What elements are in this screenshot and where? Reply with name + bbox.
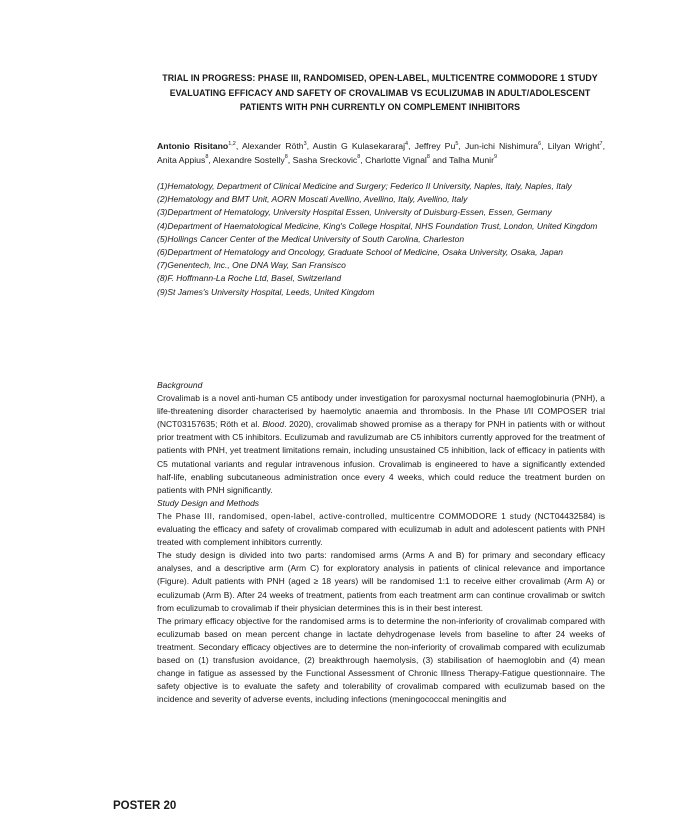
author-name: Charlotte Vignal: [365, 154, 427, 165]
design-heading: Study Design and Methods: [157, 497, 260, 508]
author-affiliation-ref: 5: [455, 140, 459, 147]
author: [547, 140, 606, 151]
author-affiliation-ref: 6: [538, 140, 542, 147]
author-affiliation-ref: 7: [599, 140, 603, 147]
author-name: Austin G Kulasekararaj: [312, 141, 405, 151]
background-journal: Blood: [262, 419, 285, 430]
author-name: Anita Appius: [157, 154, 206, 165]
author-affiliation-ref: 8: [426, 154, 430, 161]
affiliation-item: (2)Hematology and BMT Unit, AORN Moscati Avellino, Avellino, Italy, Avellino, Italy: [157, 194, 468, 205]
background-heading: Background: [157, 380, 203, 390]
author-affiliation-ref: 9: [493, 154, 498, 161]
author: [242, 141, 307, 151]
abstract-body: [157, 379, 605, 706]
author: [415, 141, 459, 151]
background-text-2: . 2020), crovalimab showed promise as a therapy for PNH in patients with or without prior treatment with C5 inhibitors. Eculizumab and ravulizumab are C5 inhibitors currently approved for the treatment of patients with PNH, yet treatment limitations remain, including unsustained C5 inhibition, lack of efficacy in patients with C5 mutational variants and regular intravenous infusion. Crovalimab is engineered to have a significantly extended half-life, enabling subcutaneous administration once every 4 weeks, which could reduce the treatment burden on patients with PNH significantly.: [157, 419, 605, 495]
background-text-1: Crovalimab is a novel anti-human C5 antibody under investigation for paroxysmal nocturnal haemoglobinuria (PNH), a life-threatening disorder characterised by haemolytic anaemia and thrombosis. In the Phase I/II COMPOSER trial (NCT03157635; Röth et al.: [157, 393, 605, 430]
author-affiliation-ref: 8: [357, 154, 361, 161]
author-affiliation-ref: 8: [205, 154, 209, 161]
author-name: Talha Munir: [449, 154, 494, 165]
affiliation-item: (1)Hematology, Department of Clinical Medicine and Surgery; Federico II University, Naples, Italy, Naples, Italy: [157, 181, 572, 191]
affiliation-item: (5)Hollings Cancer Center of the Medical University of South Carolina, Charleston: [157, 233, 465, 244]
author-separator: ,: [360, 154, 366, 165]
author-affiliation-ref: 1,2: [228, 140, 236, 147]
affiliation-item: (8)F. Hoffmann-La Roche Ltd, Basel, Switzerland: [157, 273, 342, 284]
author-name: Jeffrey Pu: [414, 141, 456, 151]
author-separator: ,: [287, 154, 293, 165]
author-separator: ,: [408, 141, 415, 151]
design-rest-text: (NCT04432584) is evaluating the efficacy and safety of crovalimab compared with eculizumab in adult and adolescent patients with PNH treated with complement inhibitors currently.: [157, 510, 605, 548]
poster-label: POSTER 20: [113, 800, 177, 812]
affiliation-item: (6)Department of Hematology and Oncology, Graduate School of Medicine, Osaka University, Osaka, Japan: [157, 247, 563, 258]
author-name: Alexandre Sostelly: [212, 154, 285, 165]
author-separator: ,: [458, 141, 465, 151]
abstract-title: TRIAL IN PROGRESS: PHASE III, RANDOMISED, OPEN-LABEL, MULTICENTRE COMMODORE 1 STUDY EVALUATING EFFICACY AND SAFETY OF CROVALIMAB VS ECULIZUMAB IN ADULT/ADOLESCENT PATIENTS WITH PNH CURRENTLY ON COMPLEMENT INHIBITORS: [162, 73, 598, 112]
author: [157, 141, 236, 151]
author-separator: ,: [208, 154, 213, 165]
design-lead-text: The Phase III, randomised, open-label, active-controlled, multicentre COMMODORE 1 study: [157, 511, 532, 521]
background-paragraph: [157, 392, 605, 497]
design-paragraph-2: The study design is divided into two parts: randomised arms (Arms A and B) for primary and secondary efficacy analyses, and a descriptive arm (Arm C) for exploratory analysis in patients of clinical relevance and importance (Figure). Adult patients with PNH (aged ≥ 18 years) will be randomised 1:1 to receive either crovalimab (Arm A) or eculizumab (Arm B). After 24 weeks of treatment, patients from each treatment arm can continue crovalimab or switch from eculizumab to crovalimab if their physician determines this is in their best interest.: [157, 550, 605, 613]
author-separator: ,: [602, 141, 606, 151]
author-separator: ,: [541, 141, 548, 151]
author-name: Sasha Sreckovic: [292, 154, 358, 165]
author: [213, 155, 288, 165]
author-separator: ,: [306, 141, 313, 151]
author-affiliation-ref: 4: [405, 140, 409, 147]
author-name: Jun-ichi Nishimura: [464, 141, 539, 151]
affiliation-list: [157, 180, 605, 299]
author-name: Lilyan Wright: [547, 141, 600, 151]
affiliation-item: (3)Department of Hematology, University Hospital Essen, University of Duisburg-Essen, Essen, Germany: [157, 207, 552, 218]
author-name: Antonio Risitano: [157, 141, 229, 151]
author-separator: ,: [235, 141, 242, 151]
design-paragraph-3: The primary efficacy objective for the randomised arms is to determine the non-inferiority of crovalimab compared with eculizumab based on mean percent change in lactate dehydrogenase levels from baseline to after 24 weeks of treatment. Secondary efficacy objectives are to determine the non-inferiority of crovalimab compared with eculizumab based on (1) transfusion avoidance, (2) breakthrough haemolysis, (3) stabilisation of haemoglobin and (4) mean change in fatigue as assessed by the Functional Assessment of Chronic Illness Therapy-Fatigue questionnaire. The safety objective is to evaluate the safety and tolerability of crovalimab compared with eculizumab based on the incidence and severity of adverse events, including infections (meningococcal meningitis and: [157, 615, 605, 705]
author: [449, 155, 497, 165]
author-name: Alexander Röth: [241, 141, 304, 151]
author: [365, 155, 430, 165]
author-affiliation-ref: 8: [284, 154, 288, 161]
design-paragraph: [157, 510, 605, 549]
affiliation-item: (9)St James's University Hospital, Leeds, United Kingdom: [157, 286, 375, 297]
affiliation-item: (7)Genentech, Inc., One DNA Way, San Fransisco: [157, 260, 346, 271]
author: [313, 141, 408, 151]
author-list: [157, 140, 605, 167]
author: [157, 155, 208, 165]
author: [465, 141, 541, 151]
author: [293, 155, 361, 165]
author-separator: and: [429, 154, 450, 165]
affiliation-item: (4)Department of Haematological Medicine, King's College Hospital, NHS Foundation Trust, London, United Kingdom: [157, 220, 598, 231]
author-affiliation-ref: 3: [303, 140, 307, 147]
